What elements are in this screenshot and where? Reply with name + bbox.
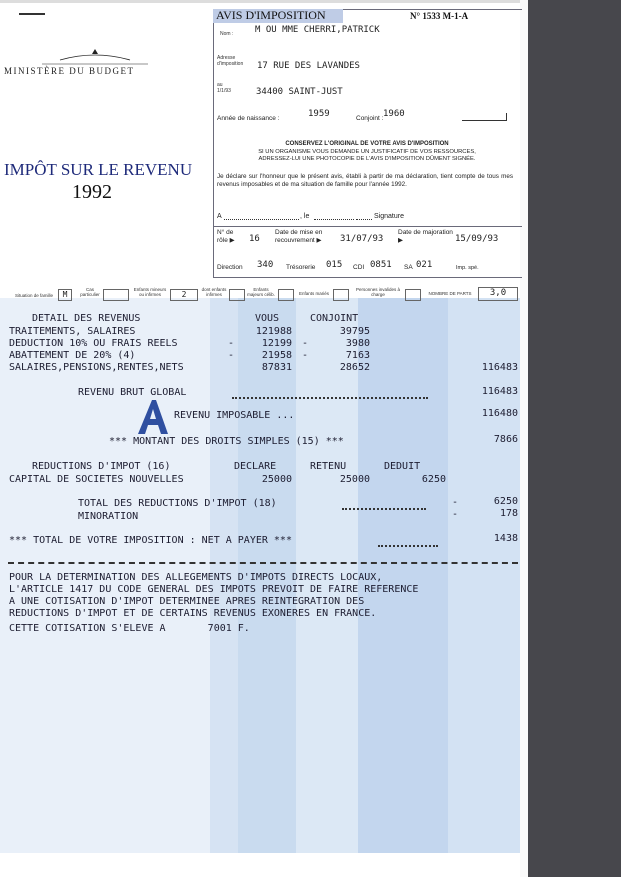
direction-value: 340 xyxy=(257,260,274,270)
enfants-maries-value xyxy=(333,289,349,301)
ministry-emblem xyxy=(40,46,150,68)
capital-label: CAPITAL DE SOCIETES NOUVELLES xyxy=(9,474,184,485)
sign-date-label: , le xyxy=(300,213,310,220)
total-reductions-dots xyxy=(342,508,426,510)
birth-year: 1959 xyxy=(308,109,330,119)
total-reductions-value: 6250 xyxy=(493,496,518,507)
taxpayer-name: M OU MME CHERRI,PATRICK xyxy=(255,25,380,35)
au-label: au 1/1/93 xyxy=(217,82,231,94)
row-traitements-conjoint: 39795 xyxy=(339,326,370,337)
signature-label: Signature xyxy=(374,213,404,220)
corner-mark xyxy=(19,13,45,15)
capital-retenu: 25000 xyxy=(339,474,370,485)
minoration-label: MINORATION xyxy=(78,511,139,522)
street-address: 17 RUE DES LAVANDES xyxy=(257,61,360,71)
cas-particulier-value xyxy=(103,289,129,301)
capital-deduit: 6250 xyxy=(421,474,446,485)
total-reductions-sign: - xyxy=(452,497,459,508)
sign-date-line xyxy=(314,219,354,220)
document-title: IMPÔT SUR LE REVENU xyxy=(4,160,193,179)
personnes-label: Personnes invalides à charge xyxy=(355,287,401,297)
row-nets-conjoint: 28652 xyxy=(339,362,370,373)
cas-particulier-label: Cas particulier xyxy=(80,287,100,297)
parts-label: NOMBRE DE PARTS xyxy=(428,291,472,296)
col-vous: VOUS xyxy=(255,313,280,324)
role-number: 16 xyxy=(249,234,260,244)
role-label: N° de rôle ▶ xyxy=(217,229,235,244)
droits-simples-value: 7866 xyxy=(493,434,518,445)
conjoint-year: 1960 xyxy=(383,109,405,119)
row-abattement-vous: 21958 xyxy=(261,350,292,361)
col-declare: DECLARE xyxy=(234,461,277,472)
direction-label: Direction xyxy=(217,264,243,271)
col-conjoint: CONJOINT xyxy=(310,313,359,324)
personnes-value xyxy=(405,289,421,301)
tresorerie-value: 015 xyxy=(326,260,343,270)
enfants-label: Enfants mineurs ou infirmes xyxy=(133,287,167,297)
row-traitements-label: TRAITEMENTS, SALAIRES xyxy=(9,326,136,337)
row-abattement-conjoint: 7163 xyxy=(345,350,370,361)
situation-label: Situation de famille xyxy=(14,293,54,298)
dark-background-strip xyxy=(528,0,621,877)
footer-line-2: L'ARTICLE 1417 DU CODE GENERAL DES IMPOTS PREVOIT DE FAIRE REFERENCE xyxy=(9,584,419,595)
sa-value: 021 xyxy=(416,260,433,270)
col-deduit: DEDUIT xyxy=(384,461,421,472)
row-nets-total: 116483 xyxy=(481,362,518,373)
enfants-value: 2 xyxy=(170,289,198,301)
tresorerie-label: Trésorerie xyxy=(286,264,316,271)
cdi-label: CDI xyxy=(353,264,365,271)
signature-mark xyxy=(462,113,507,121)
row-deduction-label: DEDUCTION 10% OU FRAIS REELS xyxy=(9,338,178,349)
keep-original-title: CONSERVEZ L'ORIGINAL DE VOTRE AVIS D'IMPOSITION xyxy=(285,141,449,147)
enfants-majeurs-value xyxy=(278,289,294,301)
tax-year: 1992 xyxy=(72,181,112,203)
minoration-value: 178 xyxy=(499,508,518,519)
city-address: 34400 SAINT-JUST xyxy=(256,87,343,97)
keep-original-line2: ADRESSEZ-LUI UNE PHOTOCOPIE DE L'AVIS D'IMPOSITION DÛMENT SIGNÉE. xyxy=(258,156,476,162)
row-deduction-conjoint: 3980 xyxy=(345,338,370,349)
nom-label: Nom : xyxy=(220,31,234,37)
row-nets-vous: 87831 xyxy=(261,362,292,373)
imp-spe-label: Imp. spé. xyxy=(456,265,479,271)
capital-declare: 25000 xyxy=(261,474,292,485)
majoration-label: Date de majoration ▶ xyxy=(398,229,453,244)
total-imposition-value: 1438 xyxy=(493,533,518,544)
stamp-a-mark xyxy=(134,398,172,436)
adresse-label: Adresse d'imposition xyxy=(217,55,244,67)
imposable-value: 116480 xyxy=(481,408,518,419)
footer-line-5: CETTE COTISATION S'ELEVE A 7001 F. xyxy=(9,623,250,634)
brut-global-label: REVENU BRUT GLOBAL xyxy=(78,387,187,398)
brut-global-value: 116483 xyxy=(481,386,518,397)
col-retenu: RETENU xyxy=(310,461,347,472)
total-imposition-label: *** TOTAL DE VOTRE IMPOSITION : NET A PAYER *** xyxy=(9,535,292,546)
row-abattement-label: ABATTEMENT DE 20% (4) xyxy=(9,350,136,361)
footer-line-4: REDUCTIONS D'IMPOT ET DE CERTAINS REVENUS EXONERES EN FRANCE. xyxy=(9,608,377,619)
row-deduction-vous: 12199 xyxy=(261,338,292,349)
enfants-majeurs-label: Enfants majeurs célib. xyxy=(247,287,275,297)
declaration-text: Je déclare sur l'honneur que le présent avis, établi à partir de ma déclaration, tient compte de tous mes revenus imposables et de ma situation de famille pour l'année 1992. xyxy=(217,173,513,188)
notice-number: N° 1533 M-1-A xyxy=(410,11,469,21)
sign-place-line xyxy=(224,219,299,220)
droits-simples-label: *** MONTANT DES DROITS SIMPLES (15) *** xyxy=(109,436,344,447)
row-deduction-sign-conjoint: - xyxy=(302,338,309,349)
situation-value: M xyxy=(58,289,72,301)
row-abattement-sign-conjoint: - xyxy=(302,350,309,361)
birth-label: Année de naissance : xyxy=(217,115,280,122)
brut-dots xyxy=(232,397,428,399)
minoration-sign: - xyxy=(452,509,459,520)
mise-date: 31/07/93 xyxy=(340,234,384,244)
enfants-infirmes-label: dont enfants infirmes xyxy=(201,287,227,297)
keep-original-line1: SI UN ORGANISME VOUS DEMANDE UN JUSTIFICATIF DE VOS RESSOURCES, xyxy=(258,149,476,155)
detail-heading: DETAIL DES REVENUS xyxy=(32,313,141,324)
total-imposition-dots xyxy=(378,545,438,547)
row-nets-label: SALAIRES,PENSIONS,RENTES,NETS xyxy=(9,362,184,373)
enfants-maries-label: Enfants mariés xyxy=(298,291,329,296)
blue-stripe xyxy=(448,298,520,853)
row-abattement-sign: - xyxy=(228,350,235,361)
parts-value: 3,0 xyxy=(478,287,518,301)
footer-line-1: POUR LA DETERMINATION DES ALLEGEMENTS D'IMPOTS DIRECTS LOCAUX, xyxy=(9,572,383,583)
total-reductions-label: TOTAL DES REDUCTIONS D'IMPOT (18) xyxy=(78,498,277,509)
reductions-label: REDUCTIONS D'IMPOT (16) xyxy=(32,461,171,472)
row-traitements-vous: 121988 xyxy=(255,326,292,337)
signature-line xyxy=(356,219,372,220)
imposable-label: REVENU IMPOSABLE ... xyxy=(174,410,295,421)
sign-place-label: A xyxy=(217,213,222,220)
cdi-value: 0851 xyxy=(370,260,392,270)
conjoint-label: Conjoint : xyxy=(356,115,384,122)
ministry-name: MINISTÈRE DU BUDGET xyxy=(4,66,135,76)
footer-line-3: A UNE COTISATION D'IMPOT DETERMINEE APRES REINTEGRATION DES xyxy=(9,596,365,607)
sa-label: SA xyxy=(404,264,413,271)
notice-title: AVIS D'IMPOSITION xyxy=(216,8,326,22)
mise-label: Date de mise en recouvrement ▶ xyxy=(275,229,323,244)
enfants-infirmes-value xyxy=(229,289,245,301)
dashed-separator xyxy=(8,562,518,564)
majoration-date: 15/09/93 xyxy=(455,234,499,244)
row-deduction-sign: - xyxy=(228,338,235,349)
